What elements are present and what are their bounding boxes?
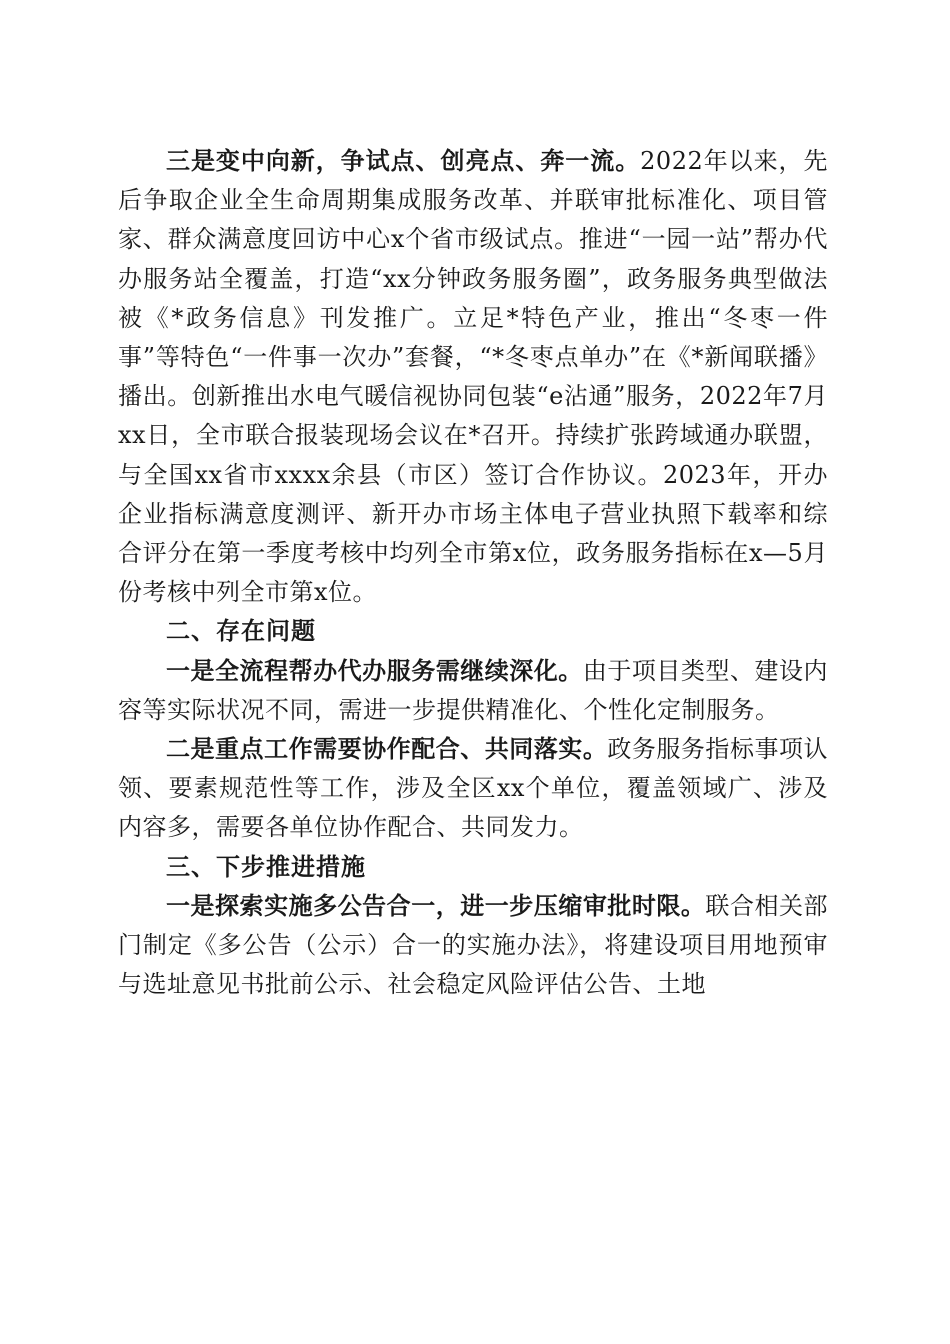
paragraph-problem-1 (118, 652, 828, 730)
paragraph-text: 联合相关部门制定《多公告（公示）合一的实施办法》，将建设项目用地预审与选址意见书批前公示、社会稳定风险评估公告、土地 (118, 891, 828, 999)
paragraph-problem-2 (118, 730, 828, 848)
paragraph-lead: 二是重点工作需要协作配合、共同落实。 (166, 735, 608, 764)
paragraph-lead: 一是全流程帮办代办服务需继续深化。 (166, 656, 583, 685)
document-body (118, 142, 828, 1004)
paragraph-pilot-innovation (118, 142, 828, 612)
paragraph-lead: 三是变中向新，争试点、创亮点、奔一流。 (166, 147, 641, 175)
paragraph-text: 政务服务指标事项认领、要素规范性等工作，涉及全区xx个单位，覆盖领域广、涉及内容多，需要各单位协作配合、共同发力。 (118, 735, 829, 842)
section-heading-problems: 二、存在问题 (166, 617, 316, 646)
paragraph-lead: 一是探索实施多公告合一，进一步压缩审批时限。 (166, 891, 706, 920)
section-heading-next-steps: 三、下步推进措施 (166, 852, 366, 881)
paragraph-text: 2022年以来，先后争取企业全生命周期集成服务改革、并联审批标准化、项目管家、群众满意度回访中心x个省市级试点。推进“一园一站”帮办代办服务站全覆盖，打造“xx分钟政务服务圈”，政务服务典型做法被《*政务信息》刊发推广。立足*特色产业，推出“冬枣一件事”等特色“一件事一次办”套餐，“*冬枣点单办”在《*新闻联播》播出。创新推出水电气暖信视协同包装“e沾通”服务，2022年7月xx日，全市联合报装现场会议在*召开。持续扩张跨域通办联盟，与全国xx省市xxxx余县（市区）签订合作协议。2023年，开办企业指标满意度测评、新开办市场主体电子营业执照下载率和综合评分在第一季度考核中均列全市第x位，政务服务指标在x—5月份考核中列全市第x位。 (118, 147, 829, 607)
paragraph-text: 由于项目类型、建设内容等实际状况不同，需进一步提供精准化、个性化定制服务。 (118, 656, 829, 724)
paragraph-measure-1 (118, 887, 828, 1005)
